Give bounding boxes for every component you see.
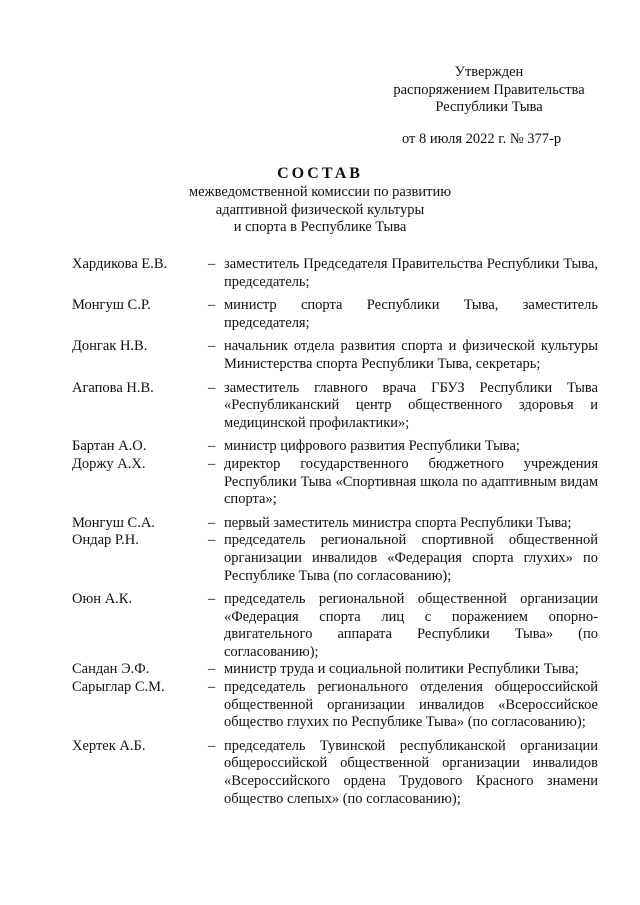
- member-list: [72, 256, 598, 808]
- approval-line-3: Республики Тыва: [435, 99, 543, 115]
- member-row: [72, 380, 598, 433]
- member-row: [72, 591, 598, 661]
- member-name: Доржу А.Х.: [72, 455, 146, 472]
- member-dash: –: [208, 661, 216, 678]
- member-row: [72, 515, 598, 533]
- heading-line-2: адаптивной физической культуры: [215, 201, 425, 218]
- member-row: [72, 738, 598, 808]
- member-name: Бартан А.О.: [72, 438, 147, 455]
- member-row: [72, 661, 598, 679]
- member-name: Хардикова Е.В.: [72, 256, 168, 272]
- member-dash: –: [208, 379, 216, 396]
- member-dash: –: [208, 256, 216, 272]
- approval-line-1: Утвержден: [454, 64, 524, 80]
- member-name: Оюн А.К.: [72, 591, 133, 608]
- approval-date: от 8 июля 2022 г. № 377-р: [402, 131, 562, 147]
- member-dash: –: [208, 679, 216, 696]
- member-row: [72, 256, 598, 291]
- document-heading: [150, 164, 490, 237]
- member-name: Агапова Н.В.: [72, 379, 154, 396]
- member-dash: –: [208, 438, 216, 455]
- member-dash: –: [208, 532, 216, 549]
- member-role: министр спорта Республики Тыва, заместитель председателя;: [224, 297, 598, 331]
- member-row: [72, 438, 598, 456]
- member-dash: –: [208, 591, 216, 608]
- document-title: СОСТАВ: [277, 165, 363, 182]
- member-name: Ондар Р.Н.: [72, 532, 139, 549]
- member-name: Сарыглар С.М.: [72, 679, 165, 696]
- member-dash: –: [208, 737, 216, 754]
- member-dash: –: [208, 455, 216, 472]
- heading-line-3: и спорта в Республике Тыва: [233, 219, 407, 235]
- approval-line-2: распоряжением Правительства: [393, 81, 585, 98]
- member-role: министр цифрового развития Республики Тыва;: [224, 438, 520, 455]
- member-name: Монгуш С.Р.: [72, 297, 151, 314]
- member-role: министр труда и социальной политики Республики Тыва;: [224, 661, 579, 678]
- member-role: директор государственного бюджетного учреждения Республики Тыва «Спортивная школа по адаптивным видам спорта»;: [224, 455, 598, 508]
- member-dash: –: [208, 338, 216, 355]
- member-row: [72, 338, 598, 373]
- member-row: [72, 679, 598, 732]
- member-role: председатель регионального отделения общероссийской общественной организации инвалидов «Всероссийское общество глухих по Республике Тыва» (по согласованию);: [224, 679, 598, 731]
- member-row: [72, 532, 598, 585]
- member-role: председатель Тувинской республиканской организации общероссийской общественной организации инвалидов «Всероссийского ордена Трудового Красного знамени общество слепых» (по согласованию);: [224, 737, 598, 807]
- member-name: Хертек А.Б.: [72, 737, 146, 754]
- member-name: Монгуш С.А.: [72, 514, 155, 531]
- approval-stamp: [386, 64, 592, 117]
- member-name: Донгак Н.В.: [72, 338, 148, 355]
- member-name: Сандан Э.Ф.: [72, 661, 150, 678]
- member-role: первый заместитель министра спорта Республики Тыва;: [224, 514, 572, 531]
- heading-line-1: межведомственной комиссии по развитию: [188, 184, 452, 200]
- member-role: председатель региональной спортивной общественной организации инвалидов «Федерация спорта глухих» по Республике Тыва (по согласованию);: [224, 532, 598, 584]
- member-role: заместитель главного врача ГБУЗ Республики Тыва «Республиканский центр общественного здоровья и медицинской профилактики»;: [224, 379, 598, 431]
- member-dash: –: [208, 297, 216, 314]
- member-role: заместитель Председателя Правительства Республики Тыва, председатель;: [224, 256, 598, 290]
- member-dash: –: [208, 514, 216, 531]
- member-row: [72, 456, 598, 509]
- member-role: начальник отдела развития спорта и физической культуры Министерства спорта Республики Тыва, секретарь;: [224, 338, 598, 372]
- member-role: председатель региональной общественной организации «Федерация спорта лиц с поражением опорно-двигательного аппарата Республики Тыва» (по согласованию);: [224, 591, 598, 660]
- member-row: [72, 297, 598, 332]
